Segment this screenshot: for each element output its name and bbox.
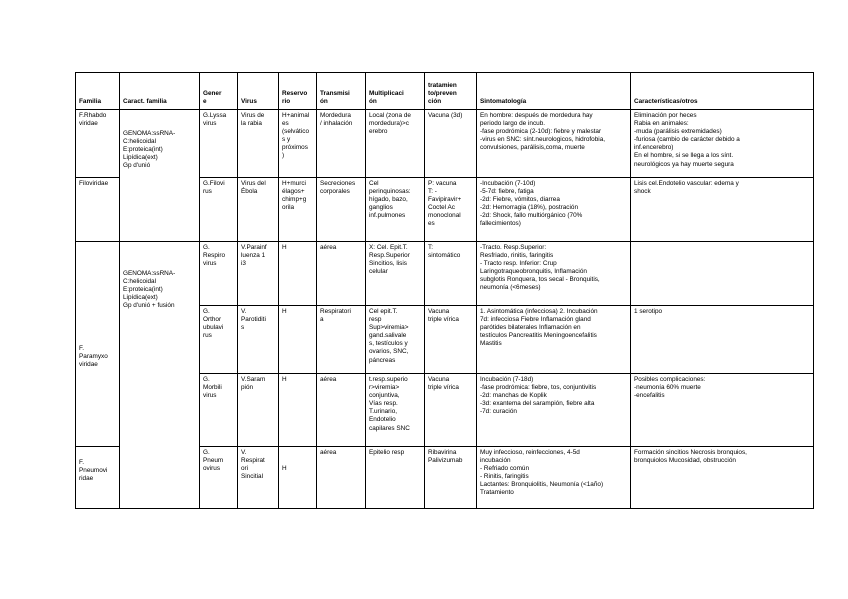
cell-reservorio: H+murci élagos+ chimp+g orila	[279, 178, 317, 242]
cell-tratamiento: T: sintomático	[425, 242, 477, 306]
cell-virus: V. Parotiditi s	[238, 306, 279, 374]
header-genero: Gener e	[200, 73, 238, 110]
cell-tratamiento: Vacuna triple vírica	[425, 374, 477, 447]
virus-table	[75, 72, 814, 509]
cell-reservorio: H	[279, 374, 317, 447]
cell-reservorio: H	[279, 306, 317, 374]
cell-tratamiento: P: vacuna T: - Favipiravir+ Coctel Ac monoclonal es	[425, 178, 477, 242]
cell-multiplicacion: Epitelio resp	[366, 447, 425, 509]
cell-sintomatologia: -Tracto. Resp.Superior: Resfriado, rinitis, faringitis - Tracto resp. Inferior: Crup Laringotraqueobronquitis, Inflamación subglotis Ronquera, tos secal - Bronquitis, neumonía (<6meses)	[477, 242, 631, 306]
cell-otros: 1 serotipo	[631, 306, 814, 374]
cell-otros: Lisis cel.Endotelio vascular: edema y shock	[631, 178, 814, 242]
cell-virus: V.Saram pión	[238, 374, 279, 447]
header-reservorio: Reservo rio	[279, 73, 317, 110]
cell-tratamiento: Vacuna (3d)	[425, 110, 477, 178]
cell-reservorio: H	[279, 242, 317, 306]
cell-sintomatologia: En hombre: después de mordedura hay periodo largo de incub. -fase prodrómica (2-10d): fiebre y malestar -virus en SNC: sínt.neurologicos, hidrofobia, convulsiones, parálisis,coma, muerte	[477, 110, 631, 178]
cell-tratamiento: Ribavirina Palivizumab	[425, 447, 477, 509]
cell-virus: V. Respirat ori Sincitial	[238, 447, 279, 509]
cell-transmision: Mordedura / inhalación	[317, 110, 366, 178]
cell-genero: G. Respiro virus	[200, 242, 238, 306]
cell-otros: Posibles complicaciones: -neumonía 60% muerte -encefalitis	[631, 374, 814, 447]
cell-multiplicacion: Local (zona de mordedura)>c erebro	[366, 110, 425, 178]
header-virus: Virus	[238, 73, 279, 110]
table-row	[76, 110, 814, 178]
cell-otros: Eliminación por heces Rabia en animales: -muda (parálisis extremidades) -furiosa (cambio de carácter debido a inf.encerebro) En el hombre, si se llega a los sínt. neurológicos ya hay muerte segura	[631, 110, 814, 178]
cell-sintomatologia: -Incubación (7-10d) -5-7d: fiebre, fatiga -2d: Fiebre, vómitos, diarrea -2d: Hemorragia (18%), postración -2d: Shock, fallo multiórgánico (70% fallecimientos)	[477, 178, 631, 242]
cell-reservorio: H+animal es (selvático s y próximos )	[279, 110, 317, 178]
cell-multiplicacion: t.resp.superio r>viremia> conjuntiva, Vías resp. T.urinario, Endotelio capilares SNC	[366, 374, 425, 447]
cell-caract: GENOMA:ssRNA- C:helicoidal E:proteica(int) Lipídica(ext) Gp d'unió	[120, 110, 200, 242]
cell-multiplicacion: X: Cel. Epit.T. Resp.Superior Sincitios, lisis celular	[366, 242, 425, 306]
cell-multiplicacion: Cel epit.T. resp Sup>viremia> gand.salivale s, testículos y ovarios, SNC, páncreas	[366, 306, 425, 374]
cell-virus: Virus del Ébola	[238, 178, 279, 242]
cell-otros: Formación sincitios Necrosis bronquios, bronquiolos Mucosidad, obstrucción	[631, 447, 814, 509]
header-row	[76, 73, 814, 110]
cell-transmision: aérea	[317, 447, 366, 509]
cell-familia: Filoviridae	[76, 178, 120, 242]
header-sintomatologia: Sintomatología	[477, 73, 631, 110]
cell-genero: G.Filovi rus	[200, 178, 238, 242]
header-otros: Características/otros	[631, 73, 814, 110]
table-row	[76, 242, 814, 306]
cell-virus: Virus de la rabia	[238, 110, 279, 178]
header-caract: Caract. familia	[120, 73, 200, 110]
cell-transmision: Secreciones corporales	[317, 178, 366, 242]
cell-familia: F. Paramyxo viridae	[76, 242, 120, 447]
cell-familia: F. Pneumovi ridae	[76, 447, 120, 509]
cell-multiplicacion: Cel perinquinosas: hígado, bazo, ganglios inf.pulmones	[366, 178, 425, 242]
cell-tratamiento: Vacuna triple vírica	[425, 306, 477, 374]
cell-caract: GENOMA:ssRNA- C:helicoidal E:proteica(int) Lipídica(ext) Gp d'unió + fusión	[120, 242, 200, 509]
cell-otros	[631, 242, 814, 306]
cell-genero: G. Pneum ovirus	[200, 447, 238, 509]
cell-virus: V.Parainf luenza 1 i3	[238, 242, 279, 306]
header-tratamiento: tratamien to/preven ción	[425, 73, 477, 110]
cell-sintomatologia: Muy infeccioso, reinfecciones, 4-5d incubación - Refriado común - Rinitis, faringitis Lactantes: Bronquiolitis, Neumonía (<1año) Tratamiento	[477, 447, 631, 509]
header-multiplicacion: Multiplicaci ón	[366, 73, 425, 110]
header-transmision: Transmisi ón	[317, 73, 366, 110]
cell-transmision: aérea	[317, 242, 366, 306]
cell-genero: G. Orthor ubulavi rus	[200, 306, 238, 374]
cell-familia: F.Rhabdo viridae	[76, 110, 120, 178]
cell-transmision: aérea	[317, 374, 366, 447]
cell-genero: G. Morbili virus	[200, 374, 238, 447]
cell-reservorio: H	[279, 447, 317, 509]
cell-sintomatologia: 1. Asintomática (infecciosa) 2. Incubación 7d: infecciosa Fiebre Inflamación gland parótides bilaterales Inflamación en testículos Pancreatitis Meningoencefalitis Mastitis	[477, 306, 631, 374]
header-familia: Familia	[76, 73, 120, 110]
cell-transmision: Respiratori a	[317, 306, 366, 374]
cell-genero: G.Lyssa virus	[200, 110, 238, 178]
cell-sintomatologia: Incubación (7-18d) -fase prodrómica: fiebre, tos, conjuntivitis -2d: manchas de Koplik -3d: exantema del sarampión, fiebre alta -7d: curación	[477, 374, 631, 447]
